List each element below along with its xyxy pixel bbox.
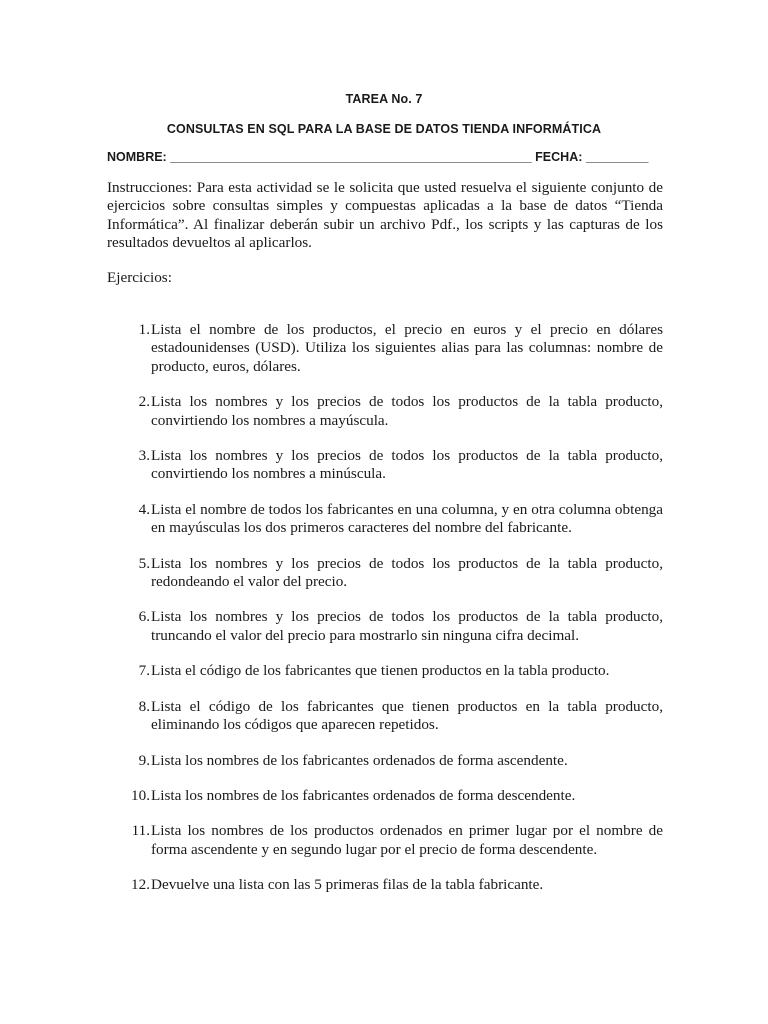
exercise-number: 7.	[138, 662, 150, 680]
exercise-text: Lista el código de los fabricantes que tienen productos en la tabla producto.	[151, 662, 610, 680]
exercise-item	[107, 752, 663, 770]
exercise-number: 11.	[131, 822, 150, 840]
exercise-number: 5.	[138, 554, 150, 572]
instructions-paragraph: Instrucciones: Para esta actividad se le solicita que usted resuelva el siguiente conjunto de ejercicios sobre consultas simples y compuestas aplicadas a la base de datos “Tienda Informática”. Al finalizar deberán subir un archivo Pdf., los scripts y las capturas de los resultados devueltos al aplicarlos.	[107, 179, 663, 252]
exercise-text: Lista los nombres de los fabricantes ordenados de forma descendente.	[151, 786, 576, 804]
exercise-text: Lista los nombres de los fabricantes ordenados de forma ascendente.	[151, 751, 568, 769]
exercise-item	[107, 822, 663, 859]
exercise-text: Devuelve una lista con las 5 primeras filas de la tabla fabricante.	[151, 876, 544, 894]
document-title: TAREA No. 7	[345, 92, 423, 106]
exercise-text: Lista los nombres y los precios de todos los productos de la tabla producto, convirtiendo los nombres a minúscula.	[151, 447, 663, 483]
exercise-number: 8.	[138, 697, 150, 715]
exercise-text: Lista el nombre de los productos, el precio en euros y el precio en dólares estadounidenses (USD). Utiliza los siguientes alias para las columnas: nombre de producto, euros, dólares.	[151, 321, 663, 375]
exercise-text: Lista el nombre de todos los fabricantes en una columna, y en otra columna obtenga en mayúsculas los dos primeros caracteres del nombre del fabricante.	[151, 500, 663, 537]
exercise-item	[107, 698, 663, 735]
exercise-item	[107, 393, 663, 430]
exercise-item	[107, 555, 663, 592]
exercise-item	[107, 321, 663, 376]
exercise-number: 10.	[131, 786, 150, 804]
exercise-list	[107, 321, 663, 912]
exercise-item	[107, 876, 663, 894]
exercise-number: 3.	[138, 447, 150, 465]
exercise-item	[107, 787, 663, 805]
exercise-item	[107, 608, 663, 645]
exercise-text: Lista los nombres y los precios de todos los productos de la tabla producto, truncando el valor del precio para mostrarlo sin ninguna cifra decimal.	[151, 608, 663, 644]
exercise-item	[107, 662, 663, 680]
exercise-number: 12.	[131, 876, 150, 894]
exercise-text: Lista el código de los fabricantes que tienen productos en la tabla producto, eliminando los códigos que aparecen repetidos.	[151, 697, 663, 734]
exercise-number: 9.	[138, 751, 150, 769]
exercise-number: 4.	[138, 500, 150, 518]
exercise-item	[107, 501, 663, 538]
exercise-text: Lista los nombres y los precios de todos los productos de la tabla producto, redondeando el valor del precio.	[151, 554, 663, 591]
exercise-text: Lista los nombres de los productos ordenados en primer lugar por el nombre de forma ascendente y en segundo lugar por el precio de forma descendente.	[151, 822, 663, 858]
exercise-number: 1.	[138, 321, 150, 338]
exercise-number: 2.	[138, 393, 150, 411]
exercise-text: Lista los nombres y los precios de todos los productos de la tabla producto, convirtiendo los nombres a mayúscula.	[151, 393, 663, 429]
exercise-number: 6.	[138, 608, 150, 626]
exercise-item	[107, 447, 663, 484]
name-date-line: NOMBRE: ____________________________________________________ FECHA: _________	[107, 150, 649, 164]
exercises-label: Ejercicios:	[107, 269, 172, 286]
document-subtitle: CONSULTAS EN SQL PARA LA BASE DE DATOS TIENDA INFORMÁTICA	[166, 122, 602, 136]
